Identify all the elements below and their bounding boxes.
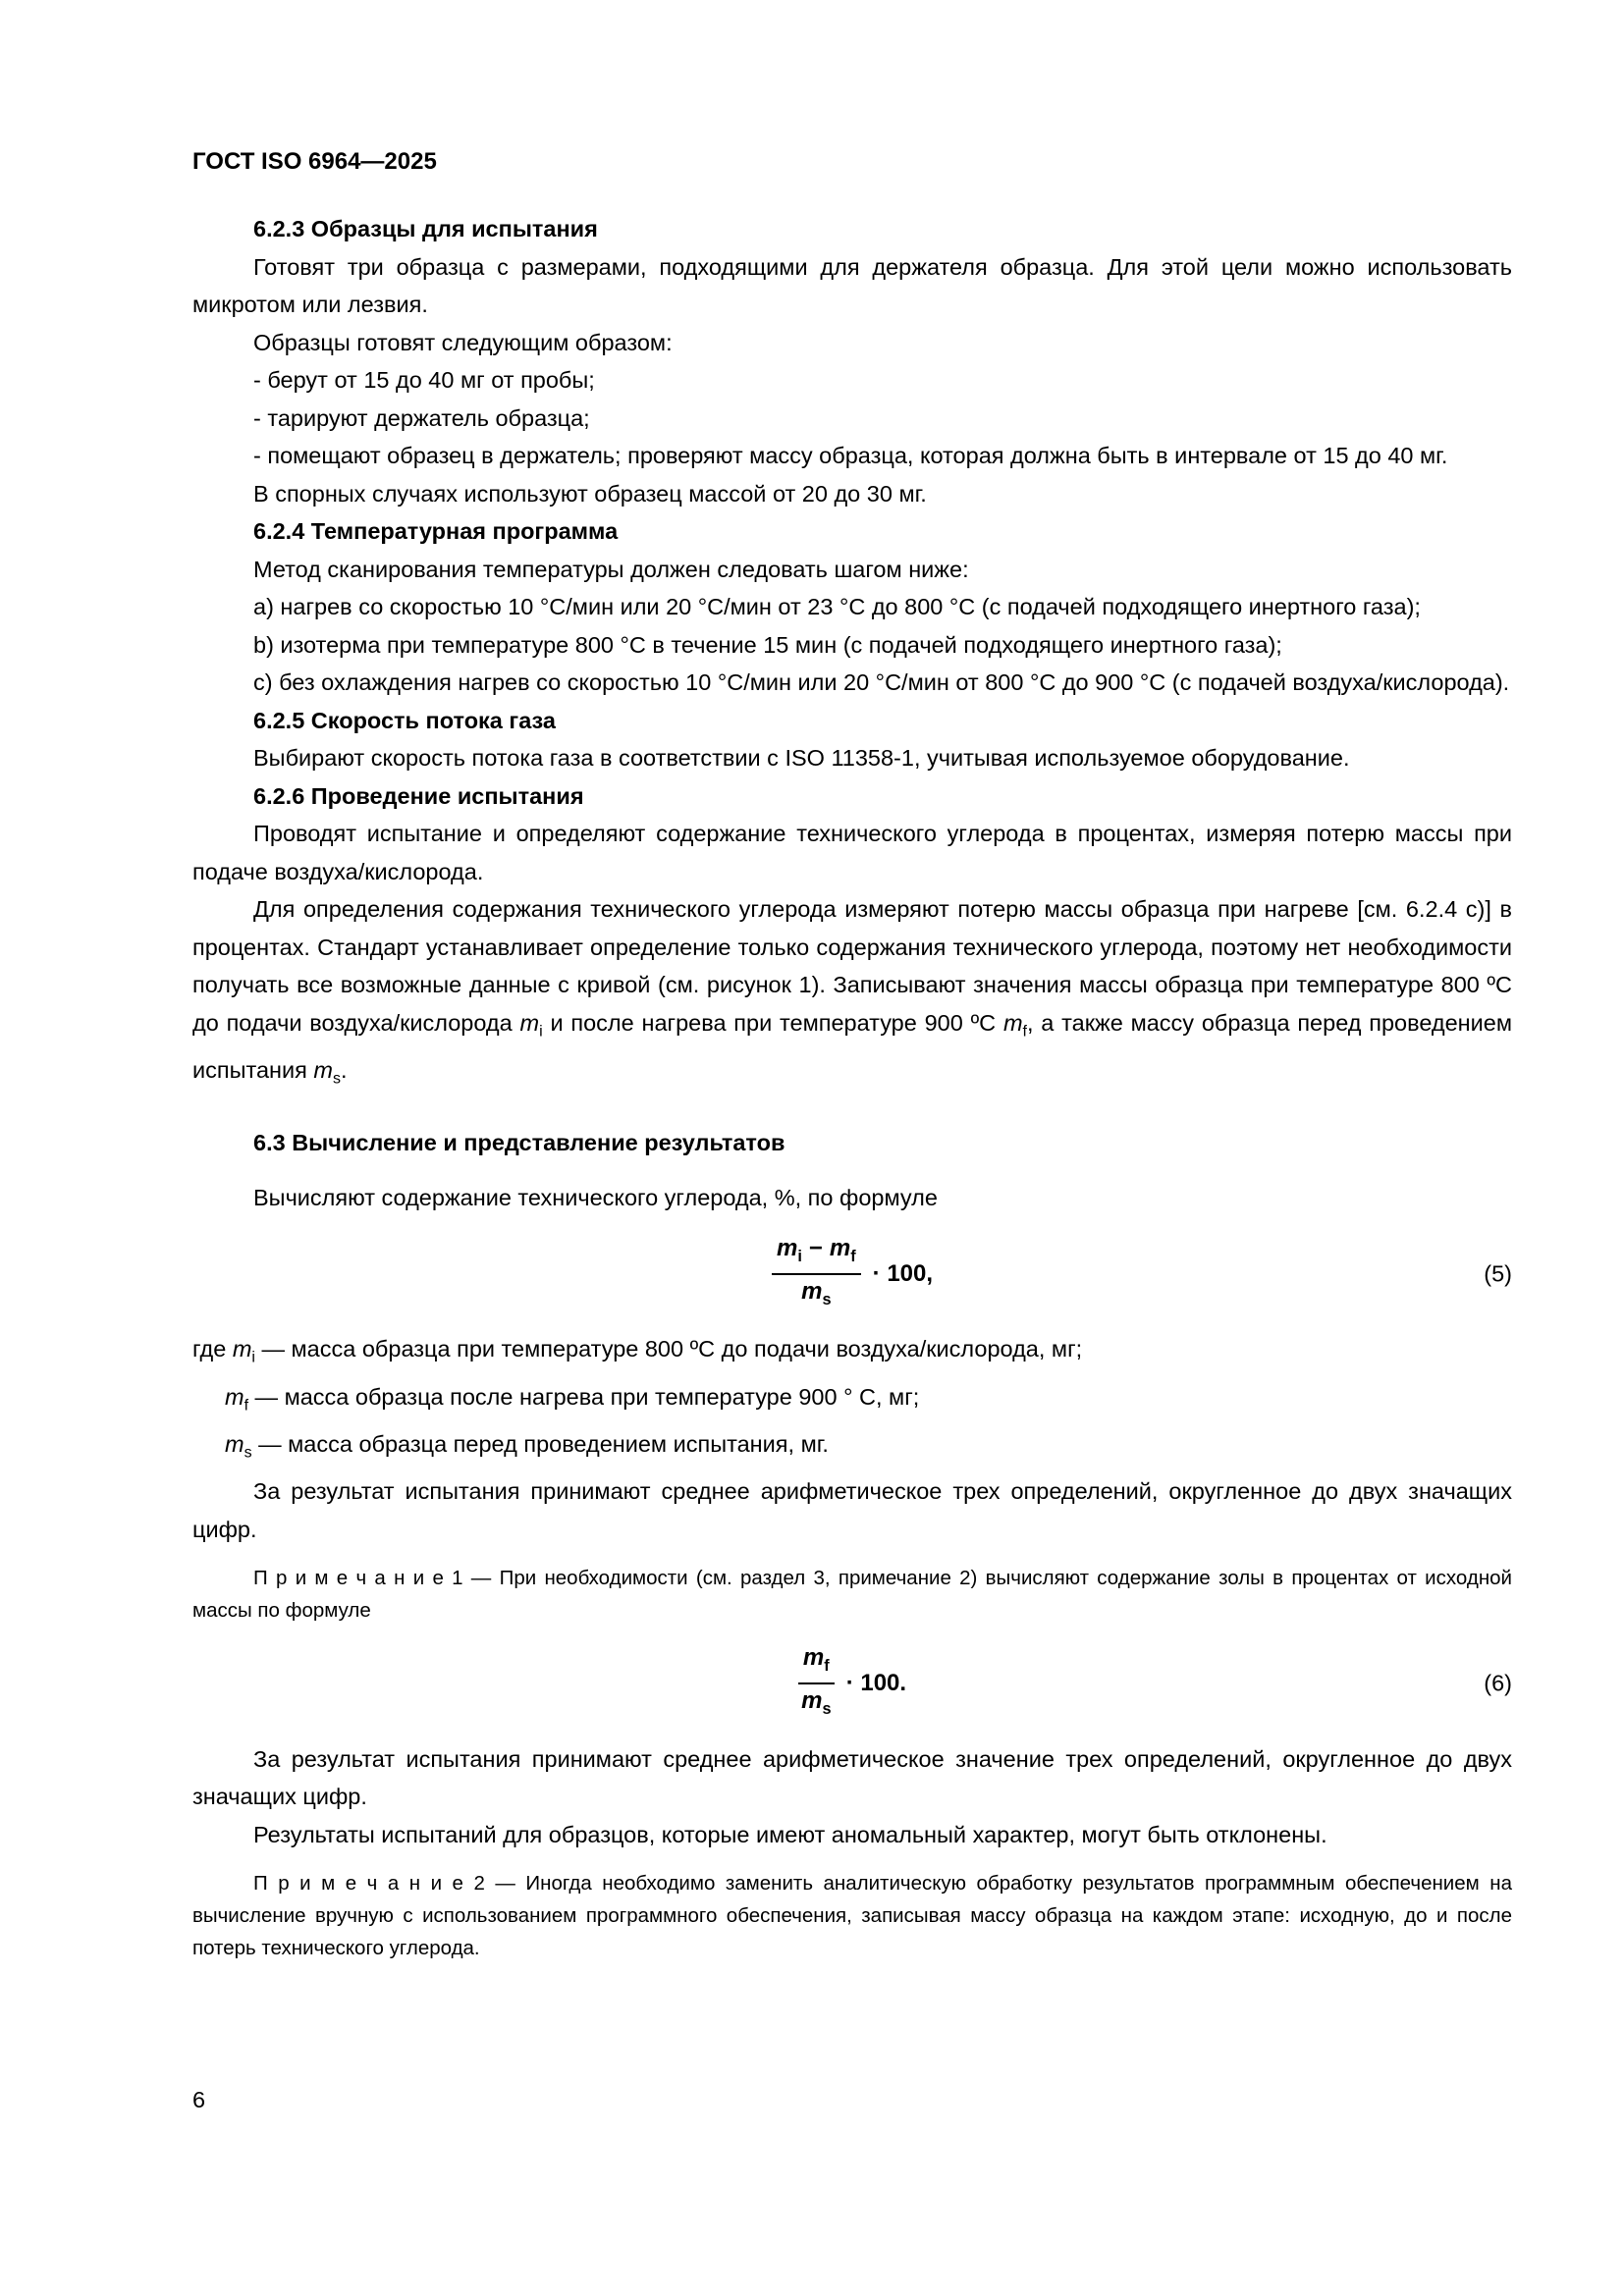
- math-var-ms: $m_s$: [225, 1430, 252, 1462]
- heading-6-3: 6.3 Вычисление и представление результатов: [253, 1129, 785, 1155]
- math-var-ms: $m_s$: [313, 1056, 341, 1088]
- definition-text: — масса образца при температуре 800 ºС до подачи воздуха/кислорода, мг;: [254, 1336, 1083, 1362]
- paragraph-disputed-cases: В спорных случаях используют образец массой от 20 до 30 мг.: [253, 480, 927, 507]
- math-var-mi: $m_i$: [519, 1009, 543, 1041]
- formula-5-expression: [192, 1235, 1512, 1313]
- math-var-mf: $m_f$: [802, 1644, 830, 1675]
- where-lead: где: [192, 1336, 233, 1362]
- page-number: 6: [192, 2087, 206, 2112]
- math-var-mf: $m_f$: [1002, 1009, 1027, 1041]
- note-1: П р и м е ч а н и е 1 — При необходимости (см. раздел 3, примечание 2) вычисляют содержание золы в процентах от исходной массы по формуле: [192, 1567, 1512, 1623]
- doc-code: ГОСТ ISO 6964—2025: [192, 148, 437, 175]
- paragraph-result-average: За результат испытания принимают среднее арифметическое трех определений, округленное до двух значащих цифр.: [192, 1478, 1512, 1542]
- paragraph-samples-intro: Образцы готовят следующим образом:: [253, 329, 673, 355]
- where-definition-mf: [192, 1378, 1512, 1425]
- fraction-denominator: [801, 1684, 831, 1723]
- fraction-denominator: [801, 1275, 831, 1313]
- paragraph-temp-program-intro: Метод сканирования температуры должен следовать шагом ниже:: [253, 556, 969, 582]
- where-definition-ms: [192, 1425, 1512, 1472]
- note-2: П р и м е ч а н и е 2 — Иногда необходимо заменить аналитическую обработку результатов программным обеспечением на вычисление вручную с использованием программного обеспечения, записывая массу образца на каждом этапе: исходную, до и после потерь технического углерода.: [192, 1872, 1512, 1960]
- text-segment: , а также массу образца перед проведением испытания: [192, 1009, 1513, 1083]
- where-definition-mi: [192, 1330, 1512, 1377]
- list-item-place-sample: - помещают образец в держатель; проверяют массу образца, которая должна быть в интервале от 15 до 40 мг.: [253, 443, 1448, 468]
- text-segment: Для определения содержания технического углерода измеряют потерю массы образца при нагреве [см. 6.2.4 c)] в процентах. Стандарт устанавливает определение только содержания технического углерода, поэтому нет необходимости получать все возможные данные с кривой (см. рисунок 1). Записывают значения массы образца при температуре 800 ºС до подачи воздуха/кислорода: [192, 896, 1512, 1036]
- math-var-mi: $m_i$: [232, 1336, 255, 1367]
- formula-6-expression: [192, 1644, 1512, 1723]
- fraction: [772, 1235, 861, 1313]
- math-var-mf: $m_f$: [225, 1383, 249, 1415]
- math-var-mf: $m_f$: [829, 1234, 856, 1265]
- paragraph-test-conduct: Проводят испытание и определяют содержание технического углерода в процентах, измеряя потерю массы при подаче воздуха/кислорода.: [192, 821, 1512, 884]
- formula-multiplier: · 100.: [845, 1669, 907, 1696]
- fraction: [798, 1644, 835, 1723]
- heading-6-2-6: 6.2.6 Проведение испытания: [253, 782, 584, 809]
- formula-multiplier: · 100,: [872, 1259, 934, 1287]
- text-segment: .: [340, 1056, 348, 1083]
- list-item-c-no-cooling: c) без охлаждения нагрев со скоростью 10 °С/мин или 20 °С/мин от 800 °С до 900 °С (с подачей воздуха/кислорода).: [253, 669, 1510, 695]
- list-item-b-isotherm: b) изотерма при температуре 800 °С в течение 15 мин (с подачей подходящего инертного газа);: [253, 631, 1282, 658]
- math-var-mi: $m_i$: [776, 1234, 802, 1265]
- list-item-take-sample: - берут от 15 до 40 мг от пробы;: [253, 367, 595, 393]
- paragraph-anomalous-results: Результаты испытаний для образцов, которые имеют аномальный характер, могут быть отклонены.: [253, 1821, 1327, 1847]
- paragraph-ash-result-average: За результат испытания принимают среднее арифметическое значение трех определений, округленное до двух значащих цифр.: [192, 1745, 1512, 1810]
- list-item-tare-holder: - тарируют держатель образца;: [253, 404, 590, 431]
- definition-text: — масса образца после нагрева при температуре 900 ° С, мг;: [248, 1383, 920, 1410]
- heading-6-2-3: 6.2.3 Образцы для испытания: [253, 216, 598, 241]
- formula-5: [192, 1235, 1512, 1313]
- paragraph-gas-flow: Выбирают скорость потока газа в соответствии с ISO 11358-1, учитывая используемое оборудование.: [253, 745, 1350, 771]
- formula-6: [192, 1644, 1512, 1723]
- paragraph-carbon-determination: [192, 890, 1512, 1098]
- fraction-numerator: [772, 1235, 861, 1275]
- minus-operator: −: [808, 1234, 823, 1261]
- heading-6-2-4: 6.2.4 Температурная программа: [253, 518, 619, 544]
- math-var-ms: $m_s$: [801, 1686, 832, 1718]
- equation-number-6: (6): [1484, 1670, 1512, 1696]
- paragraph-samples-prep: Готовят три образца с размерами, подходящими для держателя образца. Для этой цели можно использовать микротом или лезвия.: [192, 253, 1512, 317]
- math-var-ms: $m_s$: [801, 1277, 832, 1308]
- heading-6-2-5: 6.2.5 Скорость потока газа: [253, 707, 556, 733]
- definition-text: — масса образца перед проведением испытания, мг.: [251, 1430, 829, 1457]
- list-item-a-heating: a) нагрев со скоростью 10 °С/мин или 20 °С/мин от 23 °С до 800 °С (с подачей подходящего инертного газа);: [253, 594, 1421, 619]
- fraction-numerator: [798, 1644, 835, 1684]
- text-segment: и после нагрева при температуре 900 ºС: [542, 1009, 1003, 1036]
- equation-number-5: (5): [1484, 1260, 1512, 1287]
- paragraph-formula-intro: Вычисляют содержание технического углерода, %, по формуле: [253, 1185, 938, 1211]
